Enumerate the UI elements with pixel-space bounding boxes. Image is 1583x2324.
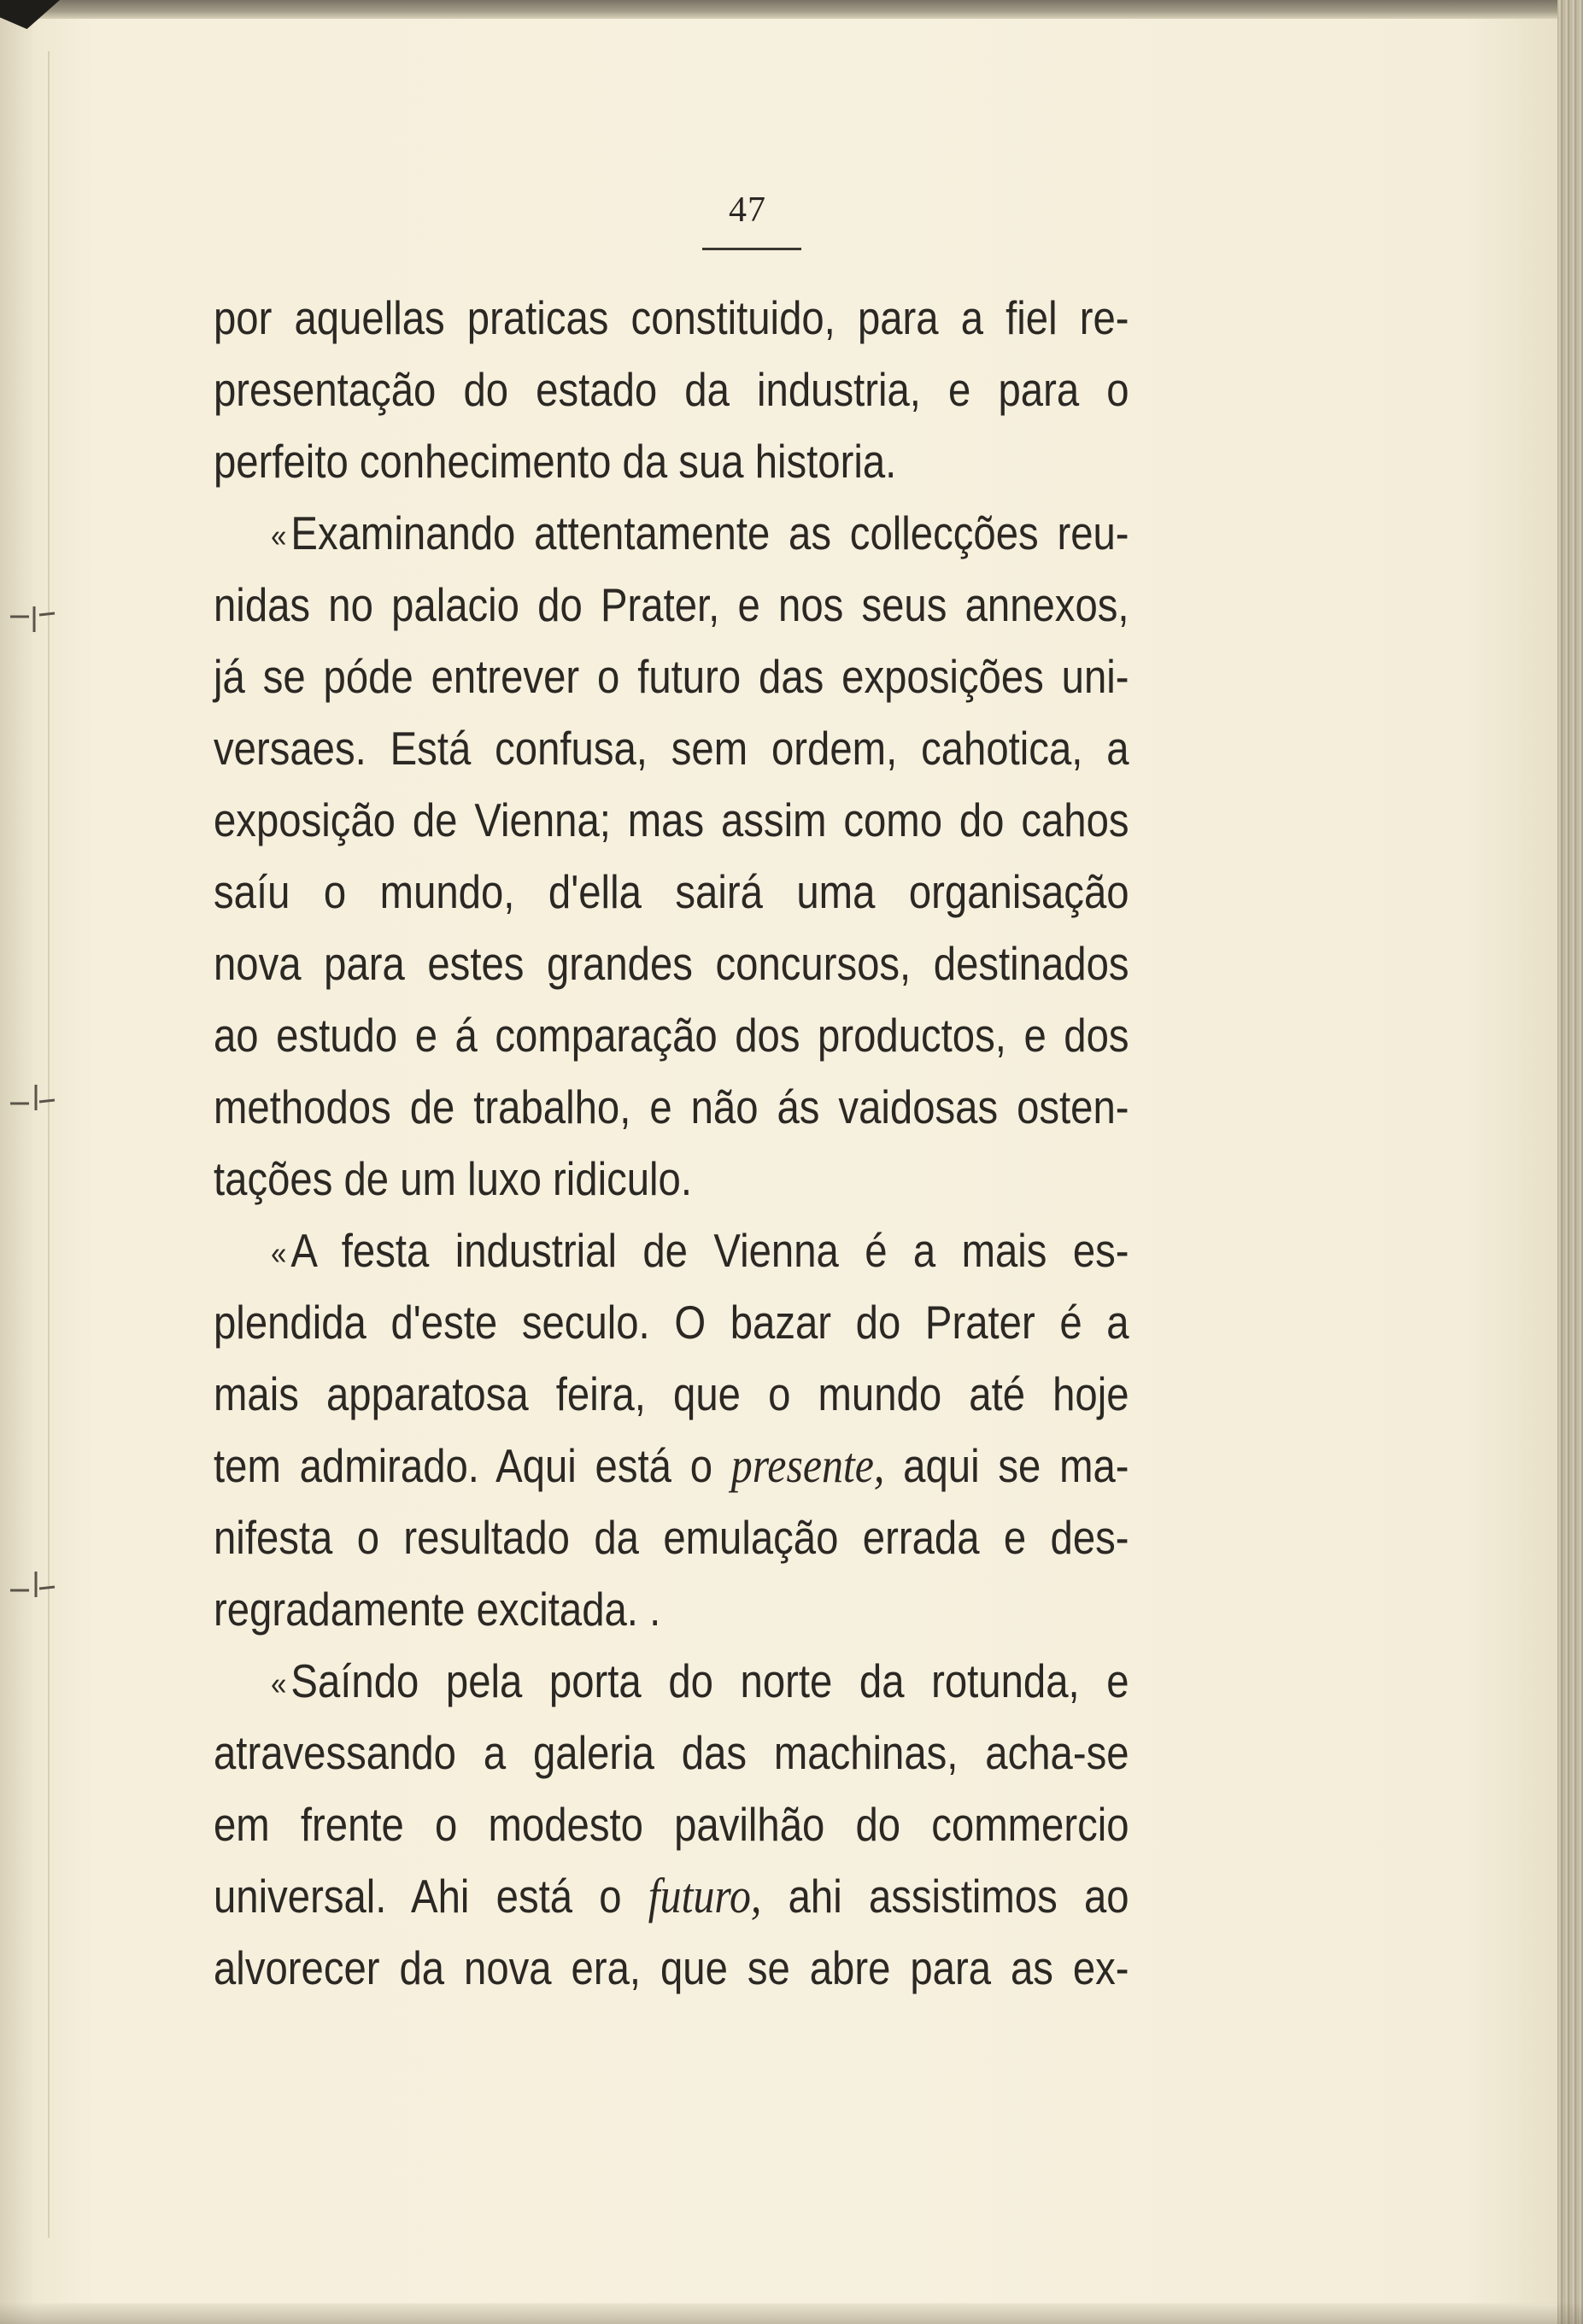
line-text: Saíndo pela porta do norte da rotunda, e <box>290 1654 1129 1707</box>
text-line <box>214 1143 1129 1215</box>
line-text: tem admirado. Aqui está o <box>214 1439 731 1492</box>
text-line <box>214 1502 1129 1573</box>
line-text: versaes. Está confusa, sem ordem, cahotica, a <box>214 722 1129 775</box>
body-text <box>214 282 1129 2004</box>
text-line <box>214 1717 1129 1788</box>
text-line <box>214 1430 1129 1502</box>
sewing-mark <box>10 598 58 632</box>
line-text: universal. Ahi está o <box>214 1870 648 1923</box>
text-line <box>214 1573 1129 1645</box>
text-line <box>214 1358 1129 1430</box>
line-text: já se póde entrever o futuro das exposições uni- <box>214 650 1129 703</box>
line-text: perfeito conhecimento da sua historia. <box>214 435 897 488</box>
line-text: presentação do estado da industria, e para o <box>214 363 1129 416</box>
text-line <box>214 1071 1129 1143</box>
text-line <box>214 784 1129 856</box>
line-text: nova para estes grandes concursos, destinados <box>214 937 1129 990</box>
sewing-mark <box>10 1572 58 1606</box>
text-line <box>214 1860 1129 1932</box>
quote-mark: « <box>271 518 287 554</box>
bottom-edge <box>0 2302 1583 2324</box>
italic-word: presente, <box>730 1437 885 1493</box>
text-line <box>214 569 1129 641</box>
line-text: ao estudo e á comparação dos productos, e dos <box>214 1009 1129 1062</box>
text-line <box>214 999 1129 1071</box>
line-text: tações de um luxo ridiculo. <box>214 1152 693 1205</box>
text-line <box>214 425 1129 497</box>
line-text: mais apparatosa feira, que o mundo até hoje <box>214 1367 1129 1420</box>
gutter-line <box>48 51 50 2238</box>
line-text: por aquellas praticas constituido, para a fiel re- <box>214 291 1129 344</box>
line-text: nifesta o resultado da emulação errada e des- <box>214 1511 1129 1564</box>
line-text: nidas no palacio do Prater, e nos seus annexos, <box>214 578 1129 631</box>
line-text: plendida d'este seculo. O bazar do Prater é a <box>214 1296 1129 1349</box>
text-line <box>214 497 1129 569</box>
line-text: atravessando a galeria das machinas, acha-se <box>214 1726 1129 1779</box>
line-text: exposição de Vienna; mas assim como do cahos <box>214 793 1129 846</box>
text-line <box>214 928 1129 999</box>
italic-word: futuro, <box>648 1868 762 1923</box>
text-line <box>214 856 1129 928</box>
line-text: Examinando attentamente as collecções reu- <box>290 506 1129 559</box>
text-line <box>214 282 1129 354</box>
quote-mark: « <box>271 1236 287 1272</box>
text-line <box>214 1645 1129 1717</box>
line-text: methodos de trabalho, e não ás vaidosas osten- <box>214 1080 1129 1133</box>
line-text: A festa industrial de Vienna é a mais es- <box>290 1224 1129 1277</box>
page-number-rule <box>702 248 801 250</box>
line-text: alvorecer da nova era, que se abre para as ex- <box>214 1941 1129 1994</box>
text-line <box>214 641 1129 712</box>
text-line <box>214 354 1129 425</box>
line-text: em frente o modesto pavilhão do commercio <box>214 1798 1129 1851</box>
line-text: aqui se ma- <box>884 1439 1129 1492</box>
text-line <box>214 1788 1129 1860</box>
line-text: ahi assistimos ao <box>761 1870 1129 1923</box>
text-line <box>214 1286 1129 1358</box>
page-number: 47 <box>729 190 766 230</box>
line-text: regradamente excitada. . <box>214 1583 661 1636</box>
line-text: saíu o mundo, d'ella sairá uma organisação <box>214 865 1129 918</box>
text-line <box>214 712 1129 784</box>
page-edge-stack <box>1557 0 1583 2324</box>
text-line <box>214 1932 1129 2004</box>
sewing-mark <box>10 1085 58 1119</box>
quote-mark: « <box>271 1666 287 1702</box>
top-edge <box>0 0 1583 19</box>
text-line <box>214 1215 1129 1286</box>
